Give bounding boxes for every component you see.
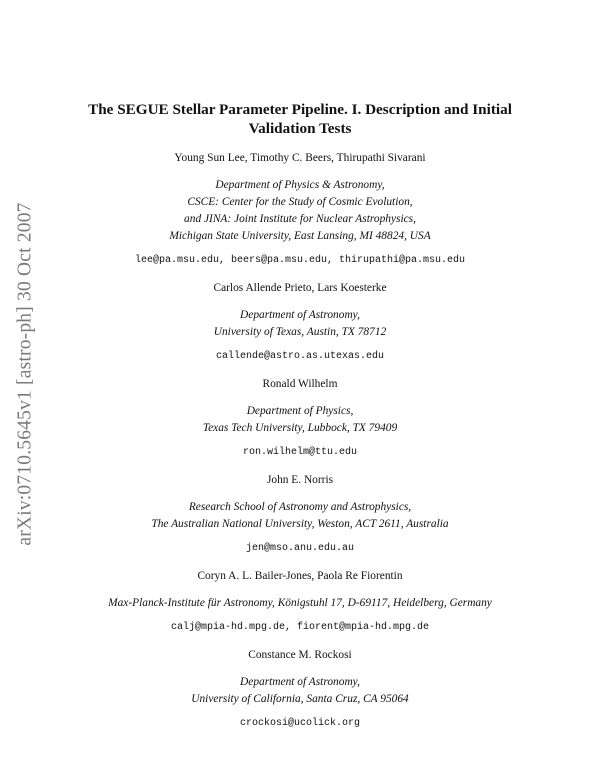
- affiliation-line: Max-Planck-Institute für Astronomy, Königstuhl 17, D-69117, Heidelberg, Germany: [108, 597, 492, 609]
- author-group-3: [60, 377, 540, 459]
- affiliation-line: Research School of Astronomy and Astrophysics,: [188, 501, 412, 513]
- email-addresses[interactable]: calj@mpia-hd.mpg.de, fiorent@mpia-hd.mpg.de: [170, 622, 430, 633]
- author-names: Ronald Wilhelm: [262, 378, 338, 390]
- author-group-5: [60, 569, 540, 634]
- affiliation-line: and JINA: Joint Institute for Nuclear Astrophysics,: [184, 213, 416, 225]
- affiliation-line: Department of Astronomy,: [240, 309, 360, 321]
- author-group-2: [60, 281, 540, 363]
- affiliation-line: Department of Physics,: [246, 405, 354, 417]
- affiliation: [60, 307, 540, 341]
- affiliation-line: Department of Astronomy,: [240, 676, 360, 688]
- affiliation-line: University of California, Santa Cruz, CA 95064: [191, 693, 409, 705]
- affiliation-line: Michigan State University, East Lansing, MI 48824, USA: [169, 230, 431, 242]
- affiliation-line: Texas Tech University, Lubbock, TX 79409: [202, 422, 398, 434]
- email-addresses[interactable]: ron.wilhelm@ttu.edu: [242, 447, 358, 458]
- email-addresses[interactable]: jen@mso.anu.edu.au: [245, 543, 355, 554]
- affiliation: [60, 403, 540, 437]
- affiliation-line: CSCE: Center for the Study of Cosmic Evolution,: [187, 196, 413, 208]
- paper-title-line-1: The SEGUE Stellar Parameter Pipeline. I. Description and Initial: [88, 101, 512, 118]
- author-group-6: [60, 648, 540, 730]
- affiliation: [60, 674, 540, 708]
- paper-title: [60, 100, 540, 138]
- affiliation: [60, 595, 540, 612]
- author-names: Constance M. Rockosi: [248, 649, 352, 661]
- email-addresses[interactable]: crockosi@ucolick.org: [239, 718, 361, 729]
- title-block: [60, 100, 540, 744]
- arxiv-stamp: [11, 186, 41, 562]
- paper-title-line-2: Validation Tests: [248, 120, 352, 137]
- affiliation: [60, 499, 540, 533]
- affiliation-line: University of Texas, Austin, TX 78712: [213, 326, 387, 338]
- author-group-4: [60, 473, 540, 555]
- affiliation-line: The Australian National University, Weston, ACT 2611, Australia: [151, 518, 449, 530]
- author-names: Carlos Allende Prieto, Lars Koesterke: [213, 282, 387, 294]
- author-names: Coryn A. L. Bailer-Jones, Paola Re Fiorentin: [197, 570, 403, 582]
- author-names: John E. Norris: [266, 474, 334, 486]
- affiliation-line: Department of Physics & Astronomy,: [215, 179, 385, 191]
- arxiv-identifier[interactable]: arXiv:0710.5645v1 [astro-ph] 30 Oct 2007: [15, 202, 37, 546]
- email-addresses[interactable]: lee@pa.msu.edu, beers@pa.msu.edu, thirupathi@pa.msu.edu: [134, 255, 466, 266]
- author-names: Young Sun Lee, Timothy C. Beers, Thirupathi Sivarani: [174, 152, 426, 164]
- affiliation: [60, 177, 540, 245]
- email-addresses[interactable]: callende@astro.as.utexas.edu: [215, 351, 385, 362]
- author-group-1: [60, 151, 540, 267]
